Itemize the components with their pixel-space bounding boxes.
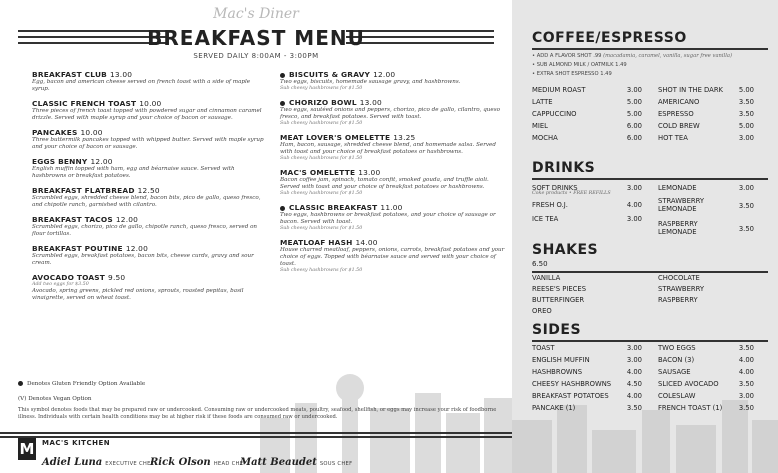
item-name: CHEESY HASHBROWNS <box>532 380 612 388</box>
item-price: 6.00 <box>626 122 642 130</box>
item-name: BISCUITS & GRAVY <box>289 70 371 79</box>
item-price: 10.00 <box>80 128 103 137</box>
menu-item <box>32 215 266 238</box>
item-price: 3.00 <box>738 184 754 192</box>
served-hours: SERVED DAILY 8:00AM - 3:00PM <box>193 52 319 60</box>
item-price: 3.00 <box>626 215 642 223</box>
item-description: Scrambled eggs, chorizo, pico de gallo, chipotle ranch, queso fresco, served on flour tortillas. <box>32 224 258 237</box>
menu-item <box>280 203 508 232</box>
item-addon-note: Sub cheesy hashbrowns for $1.50 <box>280 191 363 196</box>
menu-item <box>32 99 266 122</box>
item-price: 4.00 <box>626 201 642 209</box>
section-rule <box>532 340 768 342</box>
chef-credit <box>42 450 154 469</box>
addon-desc: (macadamia, caramel, vanilla, sugar free vanilla) <box>603 53 732 59</box>
item-name: ENGLISH MUFFIN <box>532 356 590 364</box>
item-description: English muffin topped with ham, egg and béarnaise sauce. Served with hashbrowns or breakfast potatoes. <box>32 166 235 179</box>
item-name: EGGS BENNY <box>32 157 88 166</box>
addon-text: • ADD A FLAVOR SHOT .99 <box>532 53 602 59</box>
item-name: ICE TEA <box>532 215 559 223</box>
item-description: Two eggs, biscuits, homemade sausage gravy, and hashbrowns. <box>280 79 461 85</box>
item-name: PANCAKES <box>32 128 78 137</box>
item-name: LATTE <box>532 98 553 106</box>
item-price: 10.00 <box>139 99 162 108</box>
item-name: MEAT LOVER'S OMELETTE <box>280 133 391 142</box>
item-name: ESPRESSO <box>658 110 694 118</box>
item-price: 5.00 <box>738 86 754 94</box>
menu-column-left <box>32 70 266 308</box>
addon-text: • SUB ALMOND MILK / OATMILK 1.49 <box>532 62 627 68</box>
menu-item <box>280 98 508 127</box>
item-name: REESE'S PIECES <box>532 285 587 293</box>
item-price: 3.50 <box>738 202 754 210</box>
menu-item <box>32 273 266 302</box>
item-description: Bacon coffee jam, spinach, tomato confit, smoked gouda, and truffle aioli. Served with toast and your choice of breakfast potatoes or hashbrowns. <box>280 177 489 190</box>
menu-item <box>32 70 266 93</box>
item-name: COLD BREW <box>658 122 700 130</box>
item-name: SHOT IN THE DARK <box>658 86 723 94</box>
gluten-friendly-icon <box>280 73 285 78</box>
item-name: MIEL <box>532 122 548 130</box>
chef-role: EXECUTIVE CHEF <box>105 461 154 467</box>
item-addon-note: Sub cheesy hashbrowns for $1.50 <box>280 268 363 273</box>
chef-role: SOUS CHEF <box>319 461 353 467</box>
menu-item <box>280 133 508 162</box>
item-name: MOCHA <box>532 134 558 142</box>
item-name: OREO <box>532 307 552 315</box>
item-name: STRAWBERRY <box>658 285 705 293</box>
item-name: LEMONADE <box>658 205 697 213</box>
legend-gluten <box>18 381 145 387</box>
legend-vegan <box>18 396 91 402</box>
item-description: Two eggs, hashbrowns or breakfast potatoes, and your choice of sausage or bacon. Served with toast. <box>280 212 496 225</box>
item-name: AMERICANO <box>658 98 700 106</box>
item-addon-note: Sub cheesy hashbrowns for $1.50 <box>280 226 363 231</box>
section-rule <box>532 178 768 180</box>
chef-name: Rick Olson <box>150 457 211 468</box>
section-rule <box>532 271 768 273</box>
item-description: House charred meatloaf, peppers, onions, carrots, breakfast potatoes and your choice of eggs. Topped with béarnaise sauce and served with your choice of toast. <box>280 247 505 267</box>
item-price: 13.00 <box>109 70 133 79</box>
item-price: 6.00 <box>626 134 642 142</box>
addon-text: • EXTRA SHOT ESPRESSO 1.49 <box>532 71 612 77</box>
item-name: CHOCOLATE <box>658 274 700 282</box>
item-price: 13.00 <box>359 98 382 107</box>
item-name: CHORIZO BOWL <box>289 98 357 107</box>
kitchen-footer <box>0 430 512 473</box>
gluten-friendly-icon <box>18 381 23 386</box>
chef-credit <box>240 450 352 469</box>
item-name: MAC'S OMELETTE <box>280 168 356 177</box>
item-price: 12.00 <box>115 215 139 224</box>
item-price: 12.00 <box>125 244 148 253</box>
item-price: 4.50 <box>626 380 642 388</box>
item-price: 3.00 <box>626 86 642 94</box>
menu-item <box>280 70 508 92</box>
item-price: 3.00 <box>626 184 642 192</box>
item-name: STRAWBERRY <box>658 197 705 205</box>
item-price: 13.25 <box>393 133 416 142</box>
item-price: 4.00 <box>738 368 754 376</box>
item-name: SOFT DRINKS <box>532 184 578 192</box>
menu-item <box>280 238 508 274</box>
page-title: BREAKFAST MENU <box>147 26 365 50</box>
diner-name: Mac's Diner <box>213 6 299 22</box>
item-price: 12.00 <box>90 157 113 166</box>
item-name: BREAKFAST POUTINE <box>32 244 123 253</box>
macs-logo: M <box>19 440 35 458</box>
item-description: Ham, bacon, sausage, shredded cheese blend, and homemade salsa. Served with toast and your choice of breakfast potatoes or hashbrowns. <box>280 142 496 155</box>
shakes-price: 6.50 <box>532 260 548 268</box>
section-rule <box>532 48 768 50</box>
beverages-sides-panel <box>512 0 778 473</box>
legend-vegan-text: Denotes Vegan Option <box>28 396 92 402</box>
item-price: 3.50 <box>626 404 642 412</box>
item-price: 3.50 <box>738 225 754 233</box>
item-price: 12.00 <box>373 70 396 79</box>
item-price: 4.00 <box>738 356 754 364</box>
vegan-marker: (V) <box>18 396 27 402</box>
item-name: COLESLAW <box>658 392 696 400</box>
coffee-section-title: COFFEE/ESPRESSO <box>532 30 687 46</box>
menu-column-right <box>280 70 508 280</box>
item-name: BREAKFAST FLATBREAD <box>32 186 135 195</box>
chef-role: HEAD CHEF <box>213 461 247 467</box>
item-price: 3.00 <box>626 356 642 364</box>
item-description: Three pieces of french toast topped with powdered sugar and cinnamon caramel drizzle. Served with maple syrup and your choice of bacon or sausage. <box>32 108 262 121</box>
item-price: 5.00 <box>626 110 642 118</box>
legend-gluten-text: Denotes Gluten Friendly Option Available <box>27 381 146 387</box>
item-price: 3.50 <box>738 98 754 106</box>
sides-section-title: SIDES <box>532 322 582 338</box>
menu-item <box>32 157 266 180</box>
item-price: 14.00 <box>355 238 378 247</box>
item-price: 3.50 <box>738 344 754 352</box>
item-price: 3.50 <box>738 404 754 412</box>
item-name: CLASSIC FRENCH TOAST <box>32 99 137 108</box>
item-description: Avocado, spring greens, pickled red onions, sprouts, roasted pepitas, basil vinaigrette, served on wheat toast. <box>32 288 244 301</box>
coffee-addon <box>532 53 732 59</box>
chef-name: Matt Beaudet <box>240 457 317 468</box>
item-name: FRENCH TOAST (1) <box>658 404 723 412</box>
kitchen-title: MAC'S KITCHEN <box>42 439 111 447</box>
raw-food-disclaimer: This symbol denotes foods that may be prepared raw or undercooked. Consuming raw or undercooked meats, poultry, seafood, shellfish, or eggs may increase your risk of foodborne illness. Individuals with certain health conditions may be at higher risk if these foods are consumed raw or undercooked. <box>18 407 497 420</box>
chef-credit <box>150 450 247 469</box>
item-name: TOAST <box>532 344 555 352</box>
item-price: 3.00 <box>738 392 754 400</box>
item-name: MEATLOAF HASH <box>280 238 353 247</box>
item-description: Scrambled eggs, shredded cheese blend, bacon bits, pico de gallo, queso fresco, and chipotle ranch, garnished with cilantro. <box>32 195 261 208</box>
item-name: FRESH O.J. <box>532 201 568 209</box>
item-price: 13.00 <box>358 168 381 177</box>
item-name: LEMONADE <box>658 228 697 236</box>
menu-item <box>32 128 266 151</box>
item-name: BUTTERFINGER <box>532 296 585 304</box>
shakes-section-title: SHAKES <box>532 242 599 258</box>
menu-item <box>32 186 266 209</box>
item-name: RASPBERRY <box>658 220 698 228</box>
item-price: 4.00 <box>626 392 642 400</box>
item-name: HOT TEA <box>658 134 688 142</box>
item-name: BREAKFAST CLUB <box>32 70 107 79</box>
menu-item <box>32 244 266 267</box>
item-addon-note: Sub cheesy hashbrowns for $1.50 <box>280 121 363 126</box>
item-name: BREAKFAST POTATOES <box>532 392 609 400</box>
item-name: BACON (3) <box>658 356 695 364</box>
item-price: 12.50 <box>137 186 160 195</box>
menu-item <box>280 168 508 197</box>
item-name: MEDIUM ROAST <box>532 86 586 94</box>
gluten-friendly-icon <box>280 101 285 106</box>
item-name: SLICED AVOCADO <box>658 380 719 388</box>
item-description: Two eggs, sautéed onions and peppers, chorizo, pico de gallo, cilantro, queso fresco, and breakfast potatoes. Served with toast. <box>280 107 500 120</box>
item-price: 3.50 <box>738 380 754 388</box>
item-name: AVOCADO TOAST <box>32 273 106 282</box>
chef-name: Adiel Luna <box>42 457 103 468</box>
item-price: 3.00 <box>738 134 754 142</box>
item-addon-note: Sub cheesy hashbrowns for $1.50 <box>280 156 363 161</box>
item-addon-note: Sub cheesy hashbrowns for $1.50 <box>280 86 363 91</box>
item-name: CLASSIC BREAKFAST <box>289 203 378 212</box>
drinks-section-title: DRINKS <box>532 160 596 176</box>
item-price: 5.00 <box>626 98 642 106</box>
item-name: HASHBROWNS <box>532 368 583 376</box>
item-name: SAUSAGE <box>658 368 691 376</box>
item-description: Scrambled eggs, breakfast potatoes, bacon bits, cheese curds, gravy and sour cream. <box>32 253 254 266</box>
item-price: 9.50 <box>108 273 126 282</box>
item-description: Three buttermilk pancakes topped with whipped butter. Served with maple syrup and your choice of bacon or sausage. <box>32 137 264 150</box>
coffee-addon <box>532 71 612 77</box>
footer-stripe <box>0 432 512 434</box>
menu-header <box>0 0 512 66</box>
gluten-friendly-icon <box>280 206 285 211</box>
footer-stripe <box>0 436 512 438</box>
item-note: Coke products • FREE REFILLS <box>532 191 611 196</box>
item-name: RASPBERRY <box>658 296 698 304</box>
item-price: 3.00 <box>626 344 642 352</box>
item-name: TWO EGGS <box>658 344 696 352</box>
item-name: PANCAKE (1) <box>532 404 576 412</box>
item-price: 3.50 <box>738 110 754 118</box>
item-description: Egg, bacon and american cheese served on french toast with a side of maple syrup. <box>32 79 251 92</box>
item-name: BREAKFAST TACOS <box>32 215 113 224</box>
item-name: VANILLA <box>532 274 561 282</box>
item-price: 11.00 <box>380 203 403 212</box>
coffee-addon <box>532 62 627 68</box>
item-name: LEMONADE <box>658 184 697 192</box>
item-price: 4.00 <box>626 368 642 376</box>
item-name: CAPPUCCINO <box>532 110 577 118</box>
item-addon-note: Add two eggs for $3.50 <box>32 282 89 287</box>
item-price: 5.00 <box>738 122 754 130</box>
